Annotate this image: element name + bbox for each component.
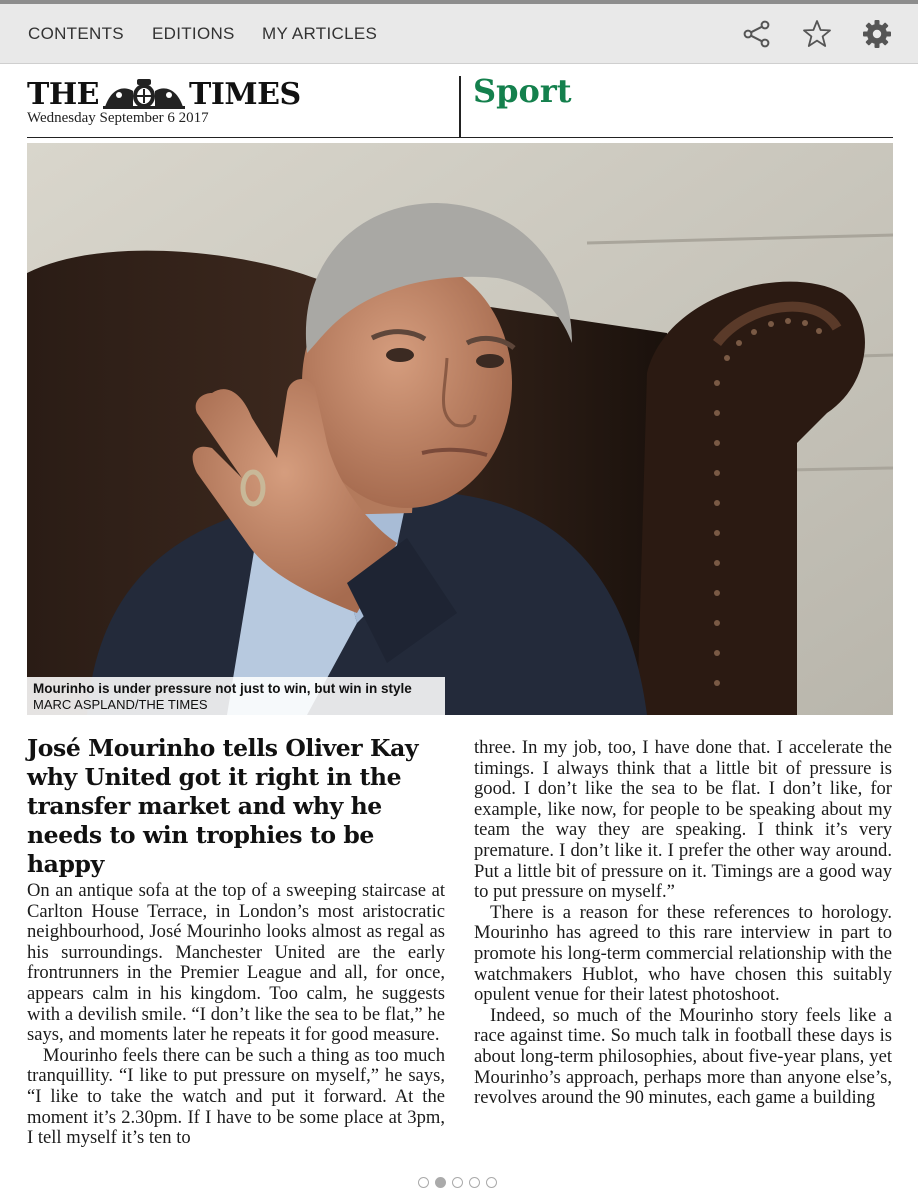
- share-icon[interactable]: [741, 18, 773, 50]
- caption-text: Mourinho is under pressure not just to win, but win in style: [33, 681, 412, 696]
- nav-my-articles[interactable]: MY ARTICLES: [262, 24, 378, 43]
- page-indicator: [418, 1177, 497, 1188]
- masthead-divider: [459, 76, 461, 138]
- gear-icon[interactable]: [861, 18, 893, 50]
- paragraph: Mourinho feels there can be such a thing as too much tranquillity. “I like to put pressure on myself,” he says, “I like to take the watch and put it forward. At the moment it’s 2.30pm. If I have to be some place at 3pm, I tell myself it’s ten to: [27, 1044, 445, 1149]
- page-dot[interactable]: [452, 1177, 463, 1188]
- paragraph: three. In my job, too, I have done that. I accelerate the timings. I always think that a little bit of pressure is good. I don’t like the sea to be flat. I don’t like, for example, like now, for people to be speaking about my team the way they are speaking. I think it’s very premature. I don’t like it. I prefer the other way around. Put a little bit of pressure on it. Timings are a good way to put pressure on myself.”: [474, 738, 892, 903]
- top-nav-bar: [0, 0, 918, 64]
- star-icon[interactable]: [801, 18, 833, 50]
- nav-contents[interactable]: CONTENTS: [28, 24, 124, 43]
- logo-word-left: THE: [27, 76, 100, 112]
- page-dot[interactable]: [435, 1177, 446, 1188]
- times-logo: [27, 76, 301, 112]
- paragraph: On an antique sofa at the top of a sweeping staircase at Carlton House Terrace, in London’s most aristocratic neighbourhood, José Mourinho looks almost as regal as his surroundings. Manchester United are the early frontrunners in the Premier League and all, for once, appears calm in his kingdom. Too calm, he suggests with a devilish smile. “I don’t like the sea to be flat,” he says, and moments later he repeats it for good measure.: [27, 881, 445, 1046]
- section-title: Sport: [473, 72, 572, 110]
- page-dot[interactable]: [469, 1177, 480, 1188]
- nav-editions[interactable]: EDITIONS: [152, 24, 235, 43]
- headline-part-1: José Mourinho tells: [27, 734, 286, 762]
- headline-part-2: why United got it right in the transfer market and why he needs to win trophies to be happy: [27, 763, 402, 878]
- masthead: [27, 72, 893, 138]
- royal-crest-icon: [101, 77, 187, 111]
- article-photo[interactable]: [27, 143, 893, 715]
- article-column-right: [474, 738, 892, 1168]
- photo-caption: [27, 677, 445, 715]
- mourinho-portrait-image: [27, 143, 893, 715]
- page-dot[interactable]: [486, 1177, 497, 1188]
- photo-credit: MARC ASPLAND/THE TIMES: [33, 697, 208, 712]
- page-dot[interactable]: [418, 1177, 429, 1188]
- headline-author[interactable]: Oliver Kay: [285, 734, 419, 762]
- edition-date: Wednesday September 6 2017: [27, 110, 209, 126]
- paragraph: There is a reason for these references to horology. Mourinho has agreed to this rare interview in part to promote his long-term commercial relationship with the watchmakers Hublot, who have chosen this suitably opulent venue for their latest photoshoot.: [474, 901, 892, 1006]
- article-column-left: [27, 881, 445, 1193]
- paragraph: Indeed, so much of the Mourinho story feels like a race against time. So much talk in football these days is about long-term philosophies, about five-year plans, yet Mourinho’s approach, perhaps more than anyone else’s, revolves around the 90 minutes, each game a building: [474, 1004, 892, 1109]
- logo-word-right: TIMES: [189, 76, 301, 112]
- article-headline: [27, 734, 447, 879]
